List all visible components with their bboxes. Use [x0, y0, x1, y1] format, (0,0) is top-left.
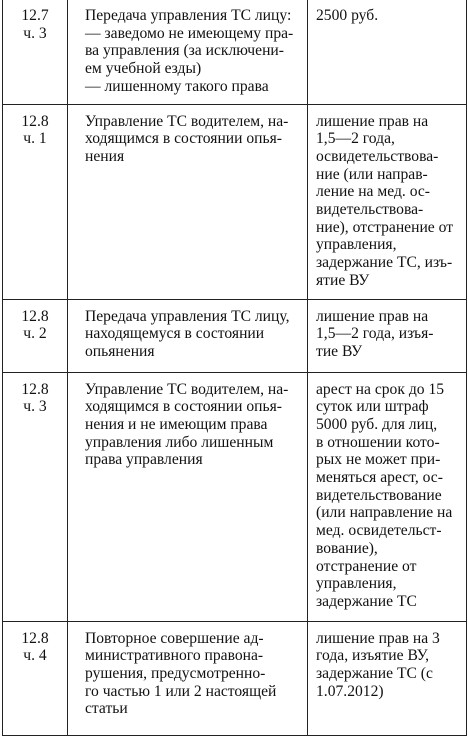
penalty-cell	[308, 299, 467, 372]
article-number: 12.8	[21, 380, 49, 398]
description-line: Управление ТС водителем, на-	[85, 112, 289, 130]
penalty-line: 5000 руб. для лиц,	[316, 415, 438, 433]
description-line: управления либо лишенным	[85, 433, 274, 451]
penalty-line: освидетельствова-	[316, 147, 439, 165]
penalty-line: видетельствование	[316, 486, 442, 504]
description-line: го частью 1 или 2 настоящей	[85, 682, 277, 700]
offense-description-cell	[68, 372, 308, 621]
description-line: Передача управления ТС лицу:	[85, 7, 292, 24]
penalty-line: рых не может при-	[316, 451, 441, 469]
table-row	[3, 0, 467, 104]
description-line: Управление ТС водителем, на-	[85, 380, 289, 398]
penalty-line: вование),	[316, 539, 378, 557]
penalty-line: 2500 руб.	[316, 7, 379, 24]
description-line: ходящимся в состоянии опья-	[85, 130, 282, 148]
penalty-line: отстранение от	[316, 557, 417, 575]
penalty-line: 1.07.2012)	[316, 682, 384, 700]
penalty-cell	[308, 104, 467, 299]
description-line: ва управления (за исключени-	[85, 42, 284, 60]
penalty-line: арест на срок до 15	[316, 380, 445, 398]
penalty-line: 1,5—2 года, изъя-	[316, 325, 434, 343]
description-line: Передача управления ТС лицу,	[85, 307, 290, 325]
article-part: ч. 3	[23, 398, 47, 416]
offense-description-cell	[68, 299, 308, 372]
penalty-line: задержание ТС (с	[316, 664, 433, 682]
penalty-cell	[308, 372, 467, 621]
description-line: нения и не имеющим права	[85, 415, 268, 433]
penalty-line: лишение прав на 3	[316, 629, 440, 647]
description-line: нения	[85, 147, 125, 165]
offense-description-cell	[68, 104, 308, 299]
article-cell	[3, 104, 68, 299]
penalty-line: года, изъятие ВУ,	[316, 647, 429, 665]
article-number: 12.8	[21, 112, 49, 130]
penalty-line: задержание ТС, изъ-	[316, 254, 453, 272]
penalty-line: тие ВУ	[316, 342, 363, 360]
description-line: рушения, предусмотренно-	[85, 664, 266, 682]
description-line: Повторное совершение ад-	[85, 629, 264, 647]
description-line: права управления	[85, 451, 203, 469]
article-part: ч. 3	[23, 24, 47, 42]
description-line: ем учебной езды)	[85, 60, 202, 78]
penalties-table	[2, 0, 467, 736]
article-number: 12.8	[21, 307, 49, 325]
penalty-line: суток или штраф	[316, 398, 429, 416]
penalty-line: управления,	[316, 236, 397, 254]
article-part: ч. 2	[23, 325, 47, 343]
penalty-line: меняться арест, ос-	[316, 469, 443, 487]
table-row	[3, 372, 467, 621]
penalty-cell	[308, 0, 467, 104]
article-part: ч. 4	[23, 647, 47, 665]
penalty-line: ятие ВУ	[316, 271, 370, 289]
document-page	[2, 0, 466, 718]
description-line: опьянения	[85, 342, 155, 360]
article-cell	[3, 0, 68, 104]
description-line: — лишенному такого права	[85, 77, 269, 95]
article-number: 12.8	[21, 629, 49, 647]
offense-description-cell	[68, 621, 308, 735]
article-cell	[3, 372, 68, 621]
penalty-line: мед. освидетельст-	[316, 522, 442, 540]
article-number: 12.7	[21, 7, 49, 24]
article-part: ч. 1	[23, 130, 47, 148]
penalty-line: в отношении кото-	[316, 433, 440, 451]
description-line: статьи	[85, 700, 128, 718]
penalty-line: управления,	[316, 575, 397, 593]
penalty-line: (или направление на	[316, 504, 453, 522]
table-row	[3, 299, 467, 372]
penalty-line: видетельствова-	[316, 201, 424, 219]
penalty-line: ние (или направ-	[316, 165, 428, 183]
penalty-line: 1,5—2 года,	[316, 130, 395, 148]
penalty-line: лишение прав на	[316, 307, 429, 325]
article-cell	[3, 299, 68, 372]
table-row	[3, 621, 467, 735]
description-line: министративного правона-	[85, 647, 264, 665]
penalty-line: задержание ТС	[316, 592, 417, 610]
article-cell	[3, 621, 68, 735]
penalty-line: ние), отстранение от	[316, 218, 454, 236]
penalty-line: ление на мед. ос-	[316, 183, 430, 201]
offense-description-cell	[68, 0, 308, 104]
table-row	[3, 104, 467, 299]
description-line: ходящимся в состоянии опья-	[85, 398, 282, 416]
description-line: находящемуся в состоянии	[85, 325, 265, 343]
penalty-cell	[308, 621, 467, 735]
penalty-line: лишение прав на	[316, 112, 429, 130]
description-line: — заведомо не имеющему пра-	[85, 24, 294, 42]
